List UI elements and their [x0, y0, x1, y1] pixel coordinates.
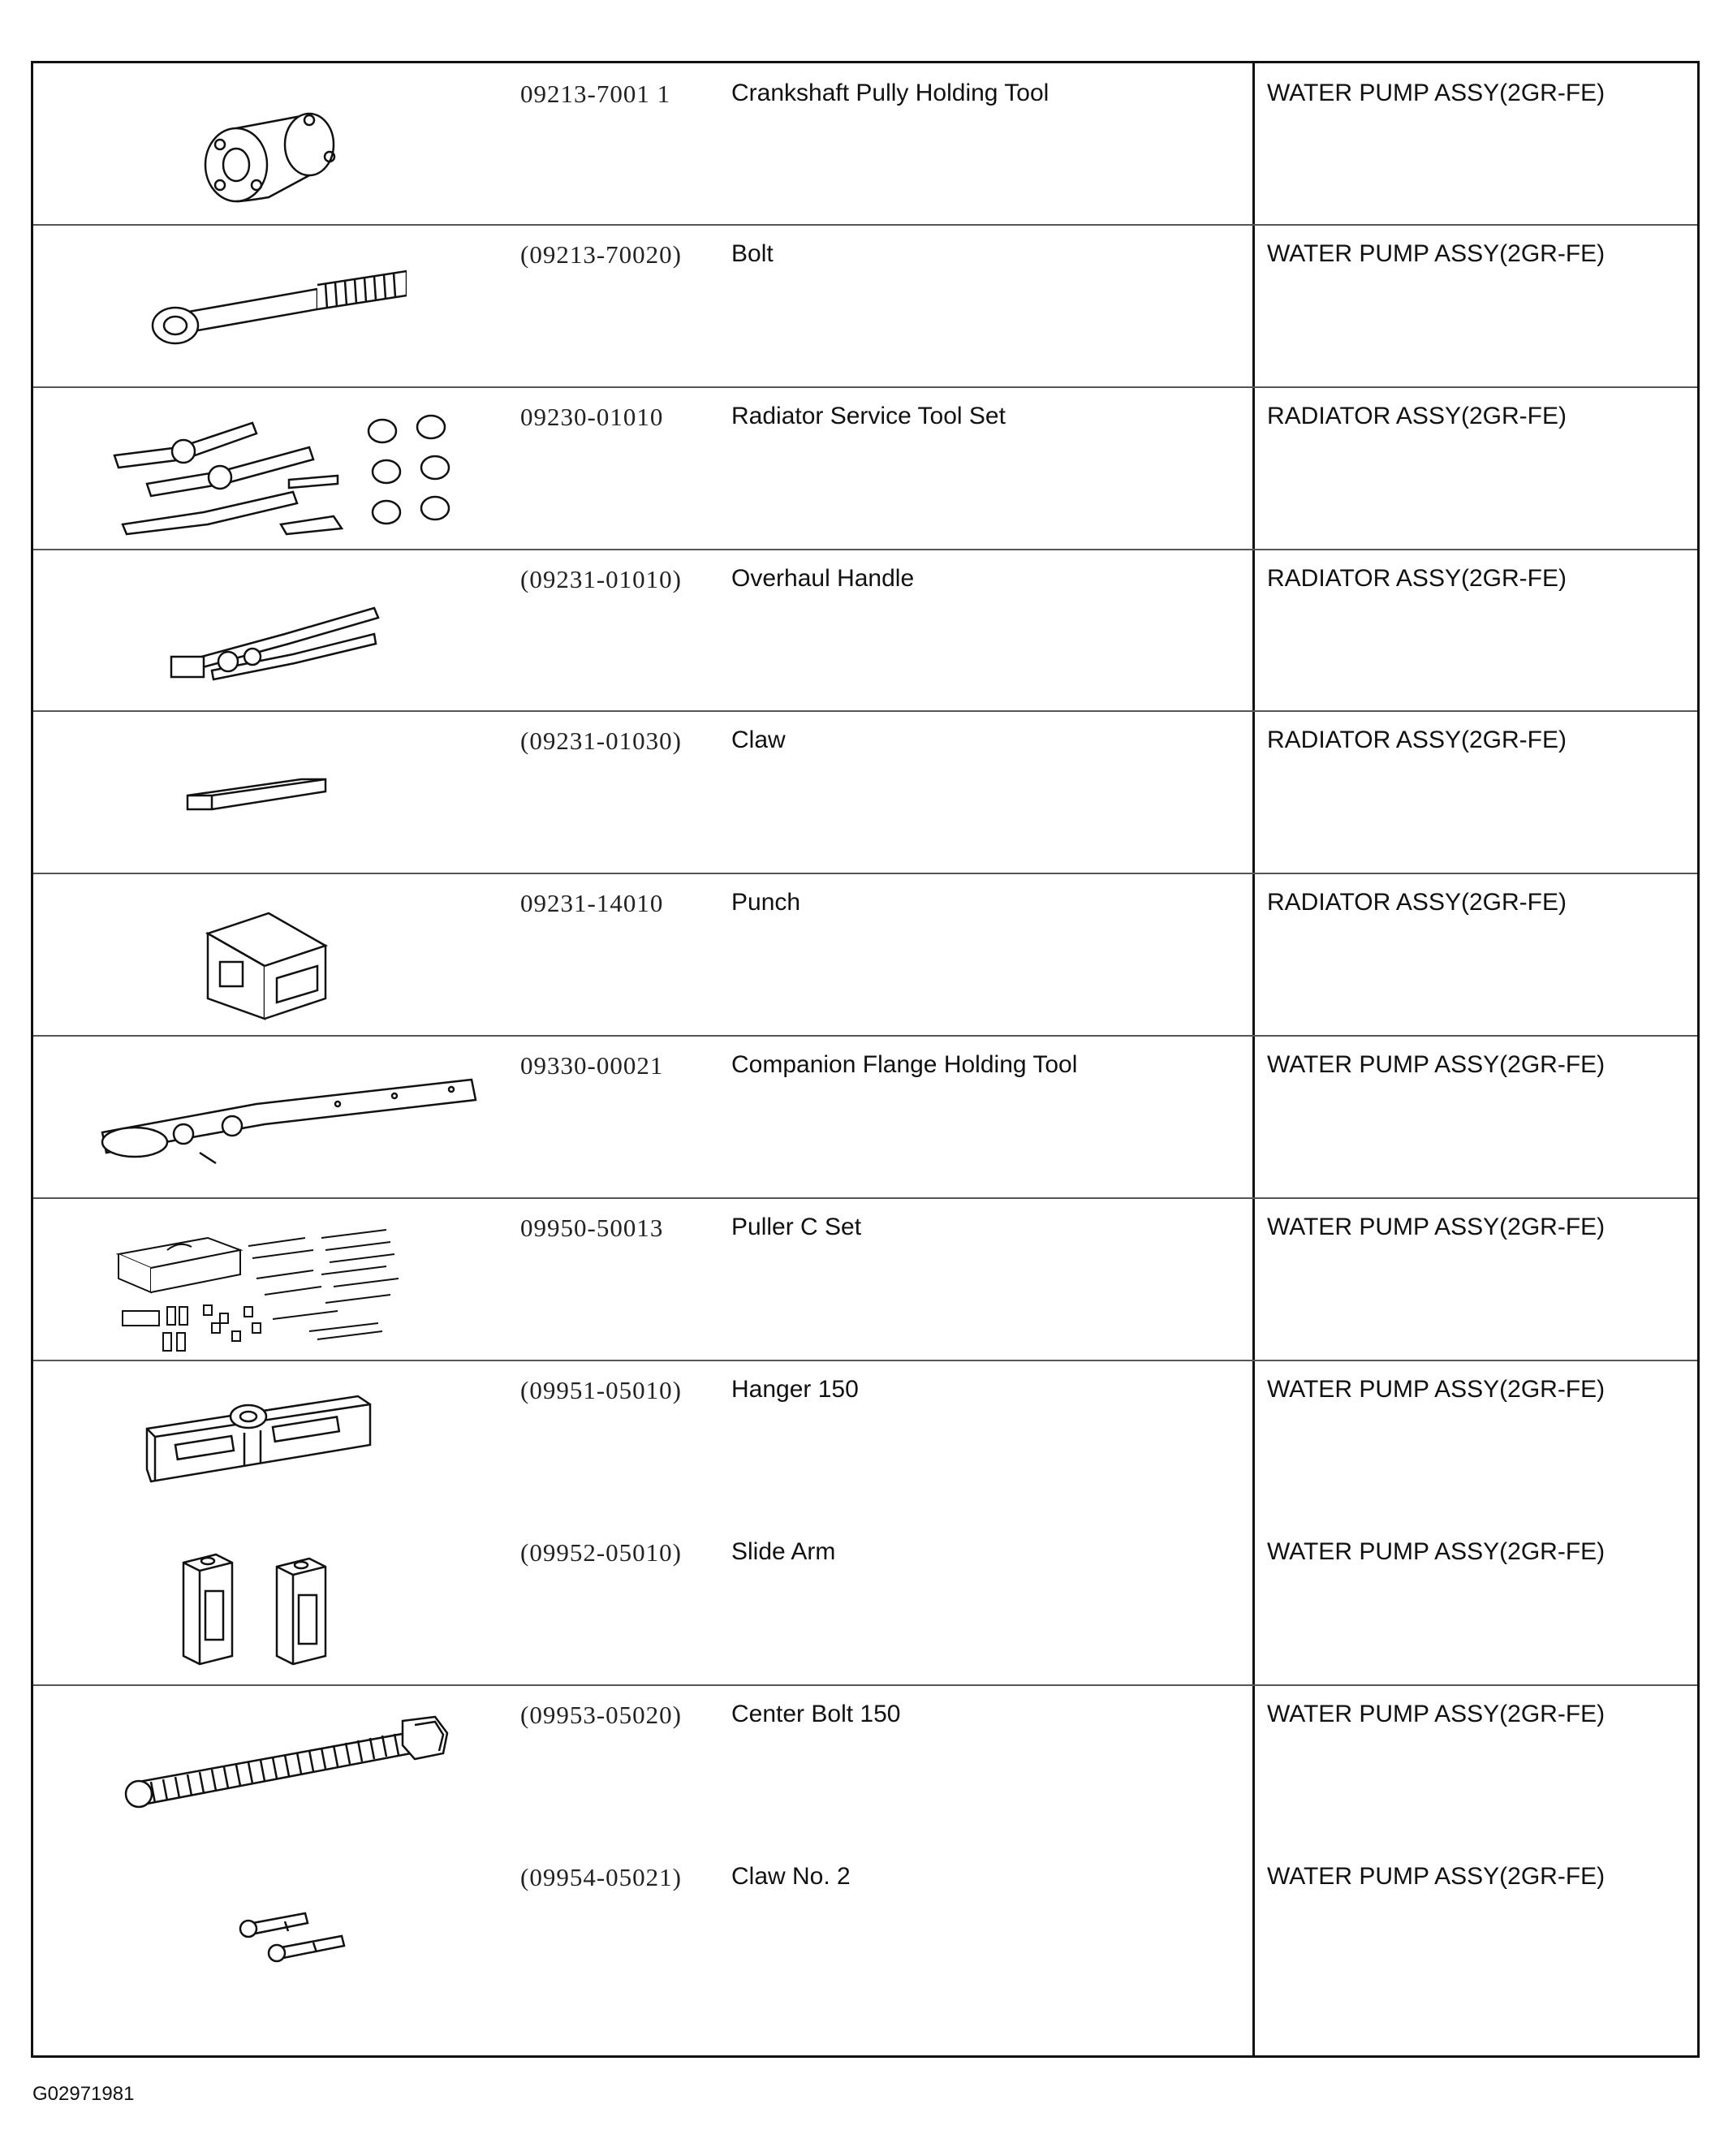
tool-name: Puller C Set: [731, 1214, 862, 1240]
special-tools-table: [31, 61, 1700, 2058]
part-number: (09952-05010): [520, 1538, 682, 1567]
part-number: 09950-50013: [520, 1214, 664, 1242]
claw-icon: [179, 767, 342, 824]
assembly-name: RADIATOR ASSY(2GR-FE): [1267, 727, 1567, 753]
center-bolt-150-icon: [114, 1709, 455, 1822]
assembly-name: WATER PUMP ASSY(2GR-FE): [1267, 1701, 1605, 1727]
assembly-name: WATER PUMP ASSY(2GR-FE): [1267, 1538, 1605, 1565]
table-row: [33, 710, 1697, 873]
table-row: [33, 1197, 1697, 1360]
assembly-name: RADIATOR ASSY(2GR-FE): [1267, 403, 1567, 429]
radiator-service-tool-set-icon: [106, 403, 463, 537]
part-number: (09953-05020): [520, 1701, 682, 1729]
table-row: [33, 63, 1697, 224]
table-row: [33, 549, 1697, 710]
part-number: (09213-70020): [520, 240, 682, 269]
assembly-name: WATER PUMP ASSY(2GR-FE): [1267, 240, 1605, 267]
part-number: (09231-01030): [520, 727, 682, 755]
assembly-name: RADIATOR ASSY(2GR-FE): [1267, 889, 1567, 916]
overhaul-handle-icon: [155, 593, 399, 691]
table-row: [33, 224, 1697, 386]
tool-name: Slide Arm: [731, 1538, 836, 1565]
table-row: [33, 1360, 1697, 1684]
part-number: (09954-05021): [520, 1863, 682, 1891]
assembly-name: WATER PUMP ASSY(2GR-FE): [1267, 1376, 1605, 1403]
puller-c-set-icon: [110, 1218, 459, 1352]
tool-name: Claw No. 2: [731, 1863, 851, 1890]
tool-name: Hanger 150: [731, 1376, 859, 1403]
table-row: [33, 1684, 1697, 2058]
crankshaft-pulley-holding-tool-icon: [187, 88, 350, 218]
part-number: 09213-7001 1: [520, 80, 671, 108]
claw-no-2-icon: [236, 1904, 366, 1968]
assembly-name: WATER PUMP ASSY(2GR-FE): [1267, 1214, 1605, 1240]
part-number: 09230-01010: [520, 403, 664, 431]
part-number: 09330-00021: [520, 1051, 664, 1080]
tool-name: Punch: [731, 889, 801, 916]
assembly-name: WATER PUMP ASSY(2GR-FE): [1267, 80, 1605, 106]
assembly-name: WATER PUMP ASSY(2GR-FE): [1267, 1051, 1605, 1078]
tool-name: Radiator Service Tool Set: [731, 403, 1006, 429]
punch-icon: [196, 901, 342, 1023]
tool-name: Claw: [731, 727, 786, 753]
companion-flange-holding-tool-icon: [94, 1067, 484, 1165]
tool-name: Overhaul Handle: [731, 565, 915, 592]
tool-name: Center Bolt 150: [731, 1701, 901, 1727]
table-row: [33, 873, 1697, 1035]
part-number: (09951-05010): [520, 1376, 682, 1404]
assembly-name: WATER PUMP ASSY(2GR-FE): [1267, 1863, 1605, 1890]
table-row: [33, 386, 1697, 549]
part-number: 09231-14010: [520, 889, 664, 917]
figure-code: G02971981: [32, 2083, 135, 2105]
part-number: (09231-01010): [520, 565, 682, 593]
table-row: [33, 1035, 1697, 1197]
tool-name: Crankshaft Pully Holding Tool: [731, 80, 1049, 106]
tool-name: Companion Flange Holding Tool: [731, 1051, 1078, 1078]
slide-arm-icon: [171, 1546, 358, 1668]
hanger-150-icon: [131, 1380, 382, 1502]
tool-name: Bolt: [731, 240, 774, 267]
bolt-icon: [147, 265, 407, 354]
assembly-name: RADIATOR ASSY(2GR-FE): [1267, 565, 1567, 592]
